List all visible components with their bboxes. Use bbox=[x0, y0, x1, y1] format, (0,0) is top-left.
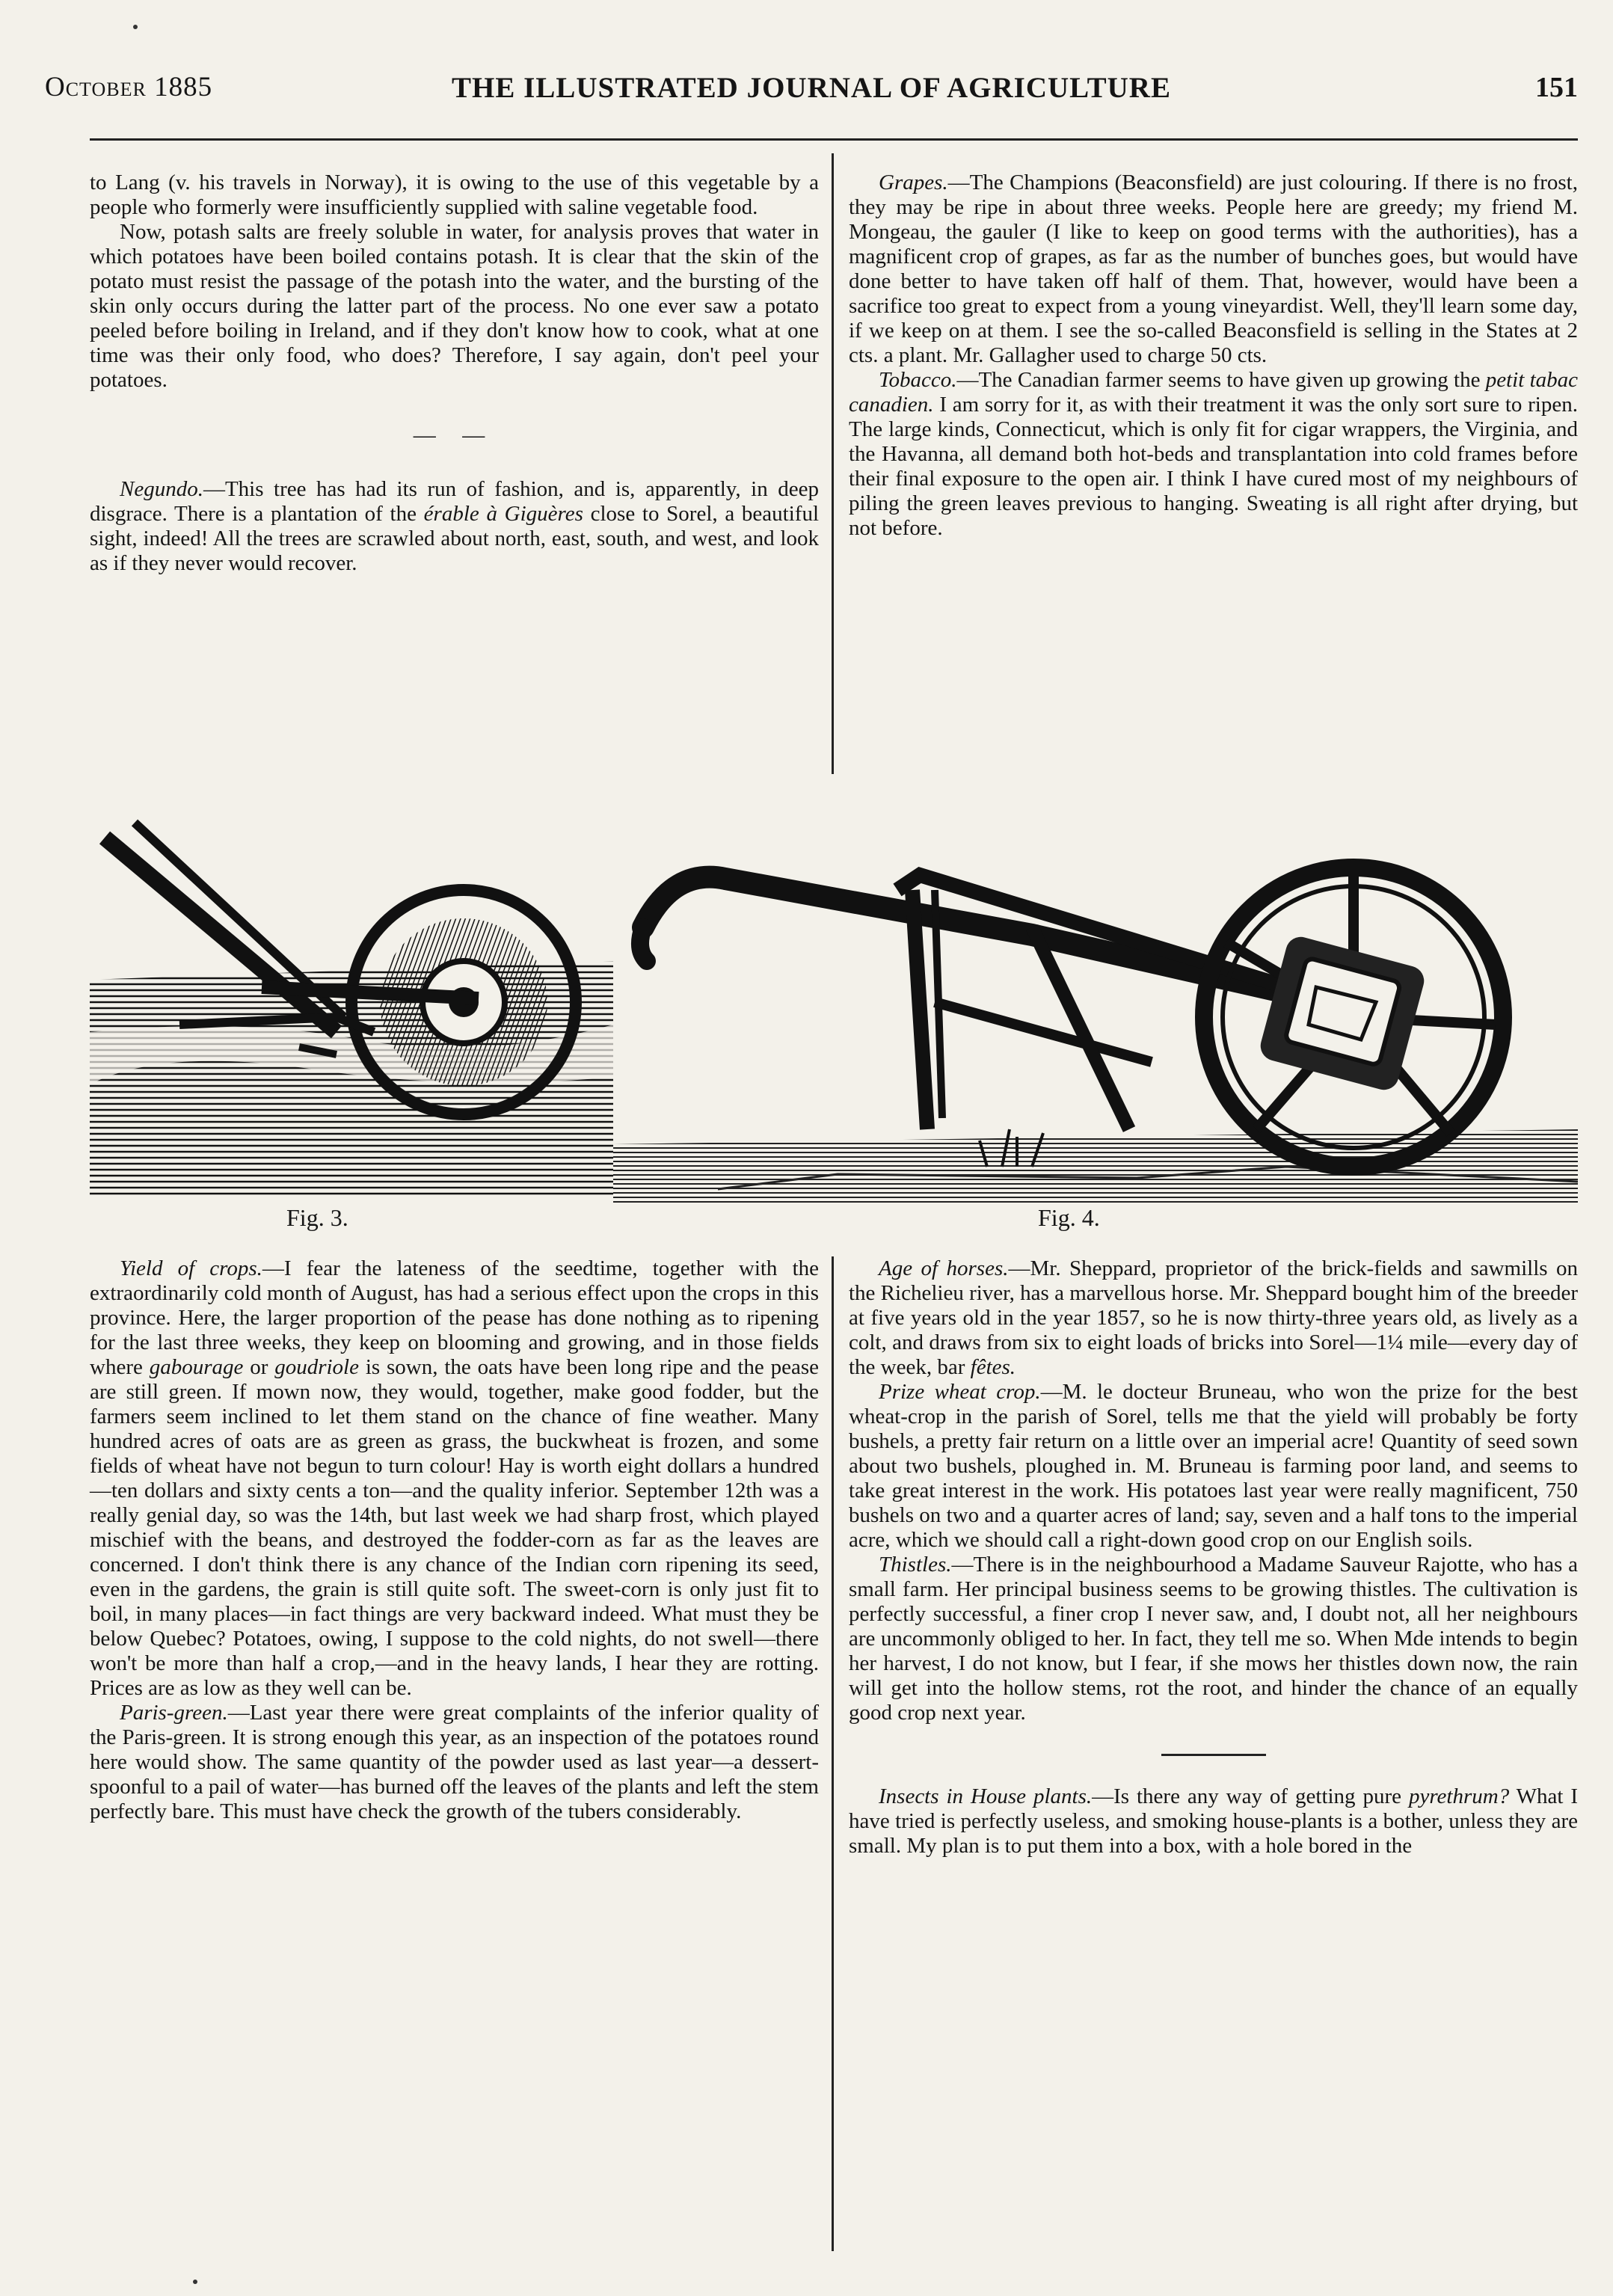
paragraph-potash-intro: to Lang (v. his travels in Norway), it is owing to the use of this vegetable by a people who formerly were insufficiently supplied with saline vegetable food. bbox=[90, 171, 819, 219]
paragraph-yield-of-crops: Yield of crops.—I fear the lateness of the seedtime, together with the extraordinarily cold month of August, has had a serious effect upon the crops in this province. Here, the larger proportion of the pease has done nothing as to ripening for the last three weeks, they keep on blooming and growing, and in those fields where gabourage or goudriole is sown, the oats have been long ripe and the pease are still green. If mown now, they would, together, make good fodder, but the farmers seem inclined to let them stand on the chance of fine weather. Many hundred acres of oats are as green as grass, the buckwheat is frozen, and some fields of wheat have not begun to turn colour! Hay is worth eight dollars a hundred—ten dollars and sixty cents a ton—and the quality inferior. September 12th was a really genial day, so was the 14th, but last week we had sharp frost, which played mischief with the beans, and destroyed the fodder-corn as far as the leaves are concerned. I don't think there is any chance of the Indian corn ripening its seed, even in the gardens, the grain is still quite soft. The sweet-corn is only just fit to boil, in many places—in fact things are very backward indeed. What must they be below Quebec? Potatoes, owing, I suppose to the cold nights, do not swell—there won't be more than half a crop,—and in the heavy lands, I hear they are rotting. Prices are as low as they well can be. bbox=[90, 1256, 820, 1700]
paragraph-negundo: Negundo.—This tree has had its run of fashion, and is, apparently, in deep disgrace. There is a plantation of the érable à Giguères close to Sorel, a beautiful sight, indeed! All the trees are scrawled about north, east, south, and west, and look as if they never would recover. bbox=[90, 477, 819, 575]
paragraph-potash: Now, potash salts are freely soluble in water, for analysis proves that water in which potatoes have been boiled contains potash. It is clear that the skin of the potato must resist the passage of the potash into the water, and the bursting of the skin only occurs during the latter part of the process. No one ever saw a potato peeled before boiling in Ireland, and if they don't know how to cook, what at one time was their only food, who does? Therefore, I say again, don't peel your potatoes. bbox=[90, 220, 819, 392]
heading-yield-of-crops: Yield of crops. bbox=[120, 1256, 262, 1280]
paragraph-grapes: Grapes.—The Champions (Beaconsfield) are just colouring. If there is no frost, they may be ripe in about three weeks. People here are greedy; my friend M. Mongeau, the gauler (I like to keep on good terms with the authorities), has a magnificent crop of grapes, as far as the number of bunches goes, but would have done better to have taken off half of them. That, however, would have been a sacrifice too great to expect from a young vineyardist. Well, they'll learn some day, if we keep on at them. I see the so-called Beaconsfield is selling in the States at 2 cts. a plant. Mr. Gallagher used to charge 50 cts. bbox=[849, 171, 1578, 367]
figure-3-caption: Fig. 3. bbox=[286, 1204, 348, 1231]
paragraph-tobacco: Tobacco.—The Canadian farmer seems to have given up growing the petit tabac canadien. I am sorry for it, as with their treatment it was the only sort sure to ripen. The large kinds, Connecticut, which is only fit for cigar wrappers, the Virginia, and the Havanna, all demand both hot-beds and transplantation into cold frames before their final exposure to the open air. I think I have cured most of my neighbours of piling the green leaves previous to hanging. Sweating is all right after drying, but not before. bbox=[849, 368, 1578, 540]
journal-title: THE ILLUSTRATED JOURNAL OF AGRICULTURE bbox=[452, 72, 1171, 104]
bottom-right-column bbox=[849, 1256, 1578, 1858]
heading-prize-wheat: Prize wheat crop. bbox=[879, 1380, 1041, 1404]
heading-grapes: Grapes. bbox=[879, 171, 948, 194]
paragraph-age-of-horses: Age of horses.—Mr. Sheppard, proprietor of the brick-fields and sawmills on the Richelieu river, has a marvellous horse. Mr. Sheppard bought him of the breeder at five years old in the year 1857, so he is now thirty-three years old, as lively as a colt, and draws from six to eight loads of bricks into Sorel—1¼ mile—every day of the week, bar fêtes. bbox=[849, 1256, 1578, 1379]
print-speck bbox=[133, 25, 138, 29]
top-right-column bbox=[849, 171, 1578, 541]
column-divider-bottom bbox=[832, 1256, 834, 2251]
section-divider-line bbox=[1161, 1754, 1266, 1756]
page-number: 151 bbox=[1535, 72, 1578, 103]
paragraph-insects: Insects in House plants.—Is there any way of getting pure pyrethrum? What I have tried is perfectly useless, and smoking house-plants is a bother, unless they are small. My plan is to put them into a box, with a hole bored in the bbox=[849, 1784, 1578, 1858]
heading-tobacco: Tobacco. bbox=[879, 368, 957, 392]
paragraph-paris-green: Paris-green.—Last year there were great complaints of the inferior quality of the Paris-green. It is strong enough this year, as an inspection of the potatoes round here would show. The same quantity of the powder used as last year—a dessert-spoonful to a pail of water—has burned off the leaves of the plants and left the stem perfectly bare. This must have check the growth of the tubers considerably. bbox=[90, 1701, 819, 1823]
section-separator: — — bbox=[413, 423, 496, 447]
bottom-left-column bbox=[90, 1256, 819, 1824]
figure-3-seed-drill-illustration bbox=[90, 808, 613, 1197]
heading-thistles: Thistles. bbox=[879, 1553, 952, 1577]
paragraph-thistles: Thistles.—There is in the neighbourhood a Madame Sauveur Rajotte, who has a small farm. Her principal business seems to be growing thistles. The cultivation is perfectly successful, a finer crop I never saw, and, I doubt not, all her neighbours are uncommonly obliged to her. In fact, they tell me so. When Mde intends to begin her harvest, I do not know, but I fear, if she mows her thistles down now, the rain will get into the hollow stems, rot the root, and hinder the chance of an equally good crop next year. bbox=[849, 1553, 1578, 1725]
header-rule bbox=[90, 138, 1578, 141]
running-header bbox=[45, 71, 1578, 116]
figure-4-wheel-hoe-illustration bbox=[613, 778, 1578, 1204]
column-divider-top bbox=[832, 153, 834, 774]
heading-age-of-horses: Age of horses. bbox=[879, 1256, 1009, 1280]
issue-date: October 1885 bbox=[45, 72, 213, 102]
heading-insects: Insects in House plants. bbox=[879, 1784, 1093, 1808]
heading-negundo: Negundo. bbox=[120, 477, 203, 501]
print-speck bbox=[193, 2280, 197, 2284]
heading-paris-green: Paris-green. bbox=[120, 1701, 228, 1725]
figure-4-caption: Fig. 4. bbox=[1038, 1204, 1100, 1231]
top-left-column bbox=[90, 171, 819, 576]
paragraph-prize-wheat: Prize wheat crop.—M. le docteur Bruneau, who won the prize for the best wheat-crop in the parish of Sorel, tells me that the yield will probably be forty bushels, a pretty fair return on a little over an imperial acre! Quantity of seed sown about two bushels, ploughed in. M. Bruneau is farming poor land, and seems to take great interest in the work. His potatoes last year were really magnificent, 750 bushels on two and a quarter acres of land; say, seven and a half tons to the imperial acre, which we should call a right-down good crop on our English soils. bbox=[849, 1380, 1578, 1552]
